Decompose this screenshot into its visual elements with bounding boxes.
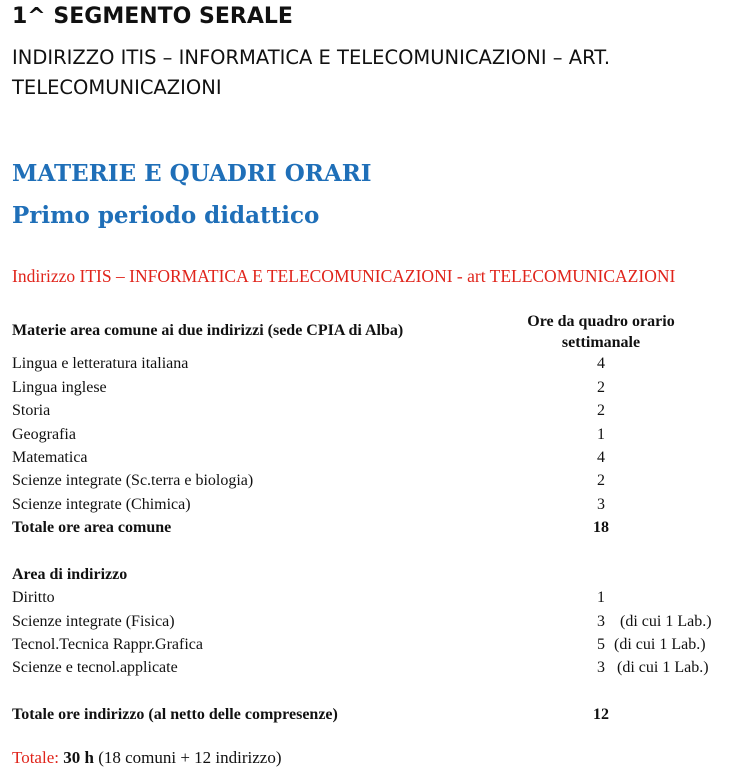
table-row-subject: Scienze integrate (Chimica) xyxy=(12,496,191,513)
grand-total-value: 30 h xyxy=(63,748,94,767)
common-area-header: Materie area comune ai due indirizzi (sede CPIA di Alba) xyxy=(12,322,404,339)
table-row-hours: 2 xyxy=(597,472,605,489)
table-row-hours: 2 xyxy=(597,379,605,396)
table-row-hours: 4 xyxy=(597,355,605,372)
lab-note: (di cui 1 Lab.) xyxy=(620,613,712,630)
area-total-hours: 12 xyxy=(593,706,609,723)
table-row-hours: 3 xyxy=(597,613,605,630)
table-row-subject: Lingua inglese xyxy=(12,379,107,396)
lab-note: (di cui 1 Lab.) xyxy=(614,636,706,653)
table-row-subject: Scienze integrate (Fisica) xyxy=(12,613,175,630)
grand-total-label: Totale: xyxy=(12,748,59,767)
common-total-hours: 18 xyxy=(593,519,609,536)
table-row-hours: 3 xyxy=(597,496,605,513)
lab-note: (di cui 1 Lab.) xyxy=(617,659,709,676)
subtitle-line-1: INDIRIZZO ITIS – INFORMATICA E TELECOMUNICAZIONI – ART. xyxy=(12,46,611,69)
table-row-subject: Diritto xyxy=(12,589,55,606)
table-row-hours: 1 xyxy=(597,426,605,443)
grand-total xyxy=(12,748,282,768)
table-row-hours: 2 xyxy=(597,402,605,419)
common-total-label: Totale ore area comune xyxy=(12,519,172,536)
table-row-hours: 4 xyxy=(597,449,605,466)
page-title: 1^ SEGMENTO SERALE xyxy=(12,4,293,29)
period-heading: Primo periodo didattico xyxy=(12,202,320,229)
table-row-hours: 3 xyxy=(597,659,605,676)
table-row-subject: Lingua e letteratura italiana xyxy=(12,355,189,372)
indirizzo-label: Indirizzo ITIS – INFORMATICA E TELECOMUNICAZIONI - art TELECOMUNICAZIONI xyxy=(12,266,676,286)
section-heading: MATERIE E QUADRI ORARI xyxy=(12,160,372,187)
hours-column-header: Ore da quadro orario settimanale xyxy=(527,313,675,351)
subtitle-line-2: TELECOMUNICAZIONI xyxy=(12,76,222,99)
table-row-subject: Matematica xyxy=(12,449,88,466)
table-row-subject: Scienze integrate (Sc.terra e biologia) xyxy=(12,472,254,489)
table-row-hours: 5 xyxy=(597,636,605,653)
area-header: Area di indirizzo xyxy=(12,566,128,583)
table-row-subject: Scienze e tecnol.applicate xyxy=(12,659,178,676)
table-row-subject: Geografia xyxy=(12,426,76,443)
table-row-subject: Tecnol.Tecnica Rappr.Grafica xyxy=(12,636,203,653)
table-row-hours: 1 xyxy=(597,589,605,606)
area-total-label: Totale ore indirizzo (al netto delle compresenze) xyxy=(12,706,338,723)
table-row-subject: Storia xyxy=(12,402,51,419)
grand-total-detail: (18 comuni + 12 indirizzo) xyxy=(98,748,282,767)
